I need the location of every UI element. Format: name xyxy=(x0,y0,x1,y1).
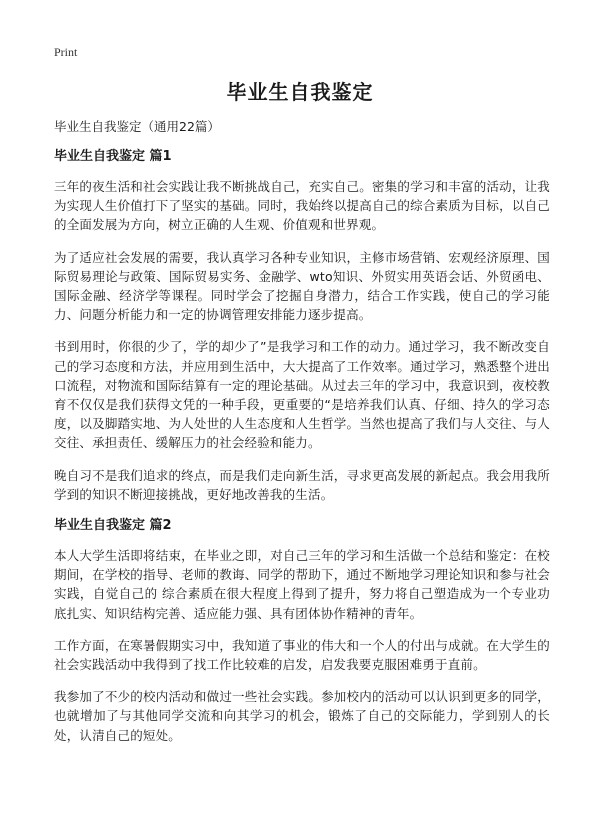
paragraph: 为了适应社会发展的需要，我认真学习各种专业知识，主修市场营销、宏观经济原理、国际贸易理论与政策、国际贸易实务、金融学、wto知识、外贸实用英语会话、外贸函电、国际金融、经济学等课程。同时学会了挖掘自身潜力，结合工作实践，使自己的学习能力、问题分析能力和一定的协调管理安排能力逐步提高。 xyxy=(54,249,550,323)
section-2 xyxy=(54,517,550,745)
section-heading: 毕业生自我鉴定 篇2 xyxy=(54,518,172,534)
paragraph: 书到用时，你很的少了，学的却少了”是我学习和工作的动力。通过学习，我不断改变自己的学习态度和方法，并应用到生活中，大大提高了工作效率。通过学习，熟悉整个进出口流程，对物流和国际结算有一定的理论基础。从过去三年的学习中，我意识到，夜校教育不仅仅是我们获得文凭的一种手段，更重要的“是培养我们认真、仔细、持久的学习态度，以及脚踏实地、为人处世的人生态度和人生哲学。当然也提高了我们与人交往、与人交往、承担责任、缓解压力的社会经验和能力。 xyxy=(54,339,550,451)
paragraph: 我参加了不少的校内活动和做过一些社会实践。参加校内的活动可以认识到更多的同学，也就增加了与其他同学交流和向其学习的机会，锻炼了自己的交际能力，学到别人的长处，认清自己的短处。 xyxy=(54,689,550,743)
section-1 xyxy=(54,148,550,504)
paragraph: 晚自习不是我们追求的终点，而是我们走向新生活，寻求更高发展的新起点。我会用我所学到的知识不断迎接挑战，更好地改善我的生活。 xyxy=(54,467,550,502)
print-link[interactable]: Print xyxy=(54,45,78,59)
section-heading: 毕业生自我鉴定 篇1 xyxy=(54,149,172,164)
document-body xyxy=(54,118,550,758)
paragraph: 工作方面，在寒暑假期实习中，我知道了事业的伟大和一个人的付出与成就。在大学生的社会实践活动中我得到了找工作比较难的启发，启发我要克服困难勇于直前。 xyxy=(54,637,550,673)
page-title: 毕业生自我鉴定 xyxy=(226,80,374,104)
document-subtitle: 毕业生自我鉴定（通用22篇） xyxy=(54,119,220,134)
paragraph: 本人大学生活即将结束，在毕业之即，对自己三年的学习和生活做一个总结和鉴定：在校期间，在学校的指导、老师的教诲、同学的帮助下，通过不断地学习理论知识和参与社会实践，自觉自己的 综合素质在很大程度上得到了提升，努力将自己塑造成为一个专业功底扎实、知识结构完善、适应能力强、具有团体协作精神的青年。 xyxy=(54,548,550,621)
paragraph: 三年的夜生活和社会实践让我不断挑战自己，充实自己。密集的学习和丰富的活动，让我为实现人生价值打下了坚实的基础。同时，我始终以提高自己的综合素质为目标，以自己的全面发展为方向，树立正确的人生观、价值观和世界观。 xyxy=(54,179,550,233)
